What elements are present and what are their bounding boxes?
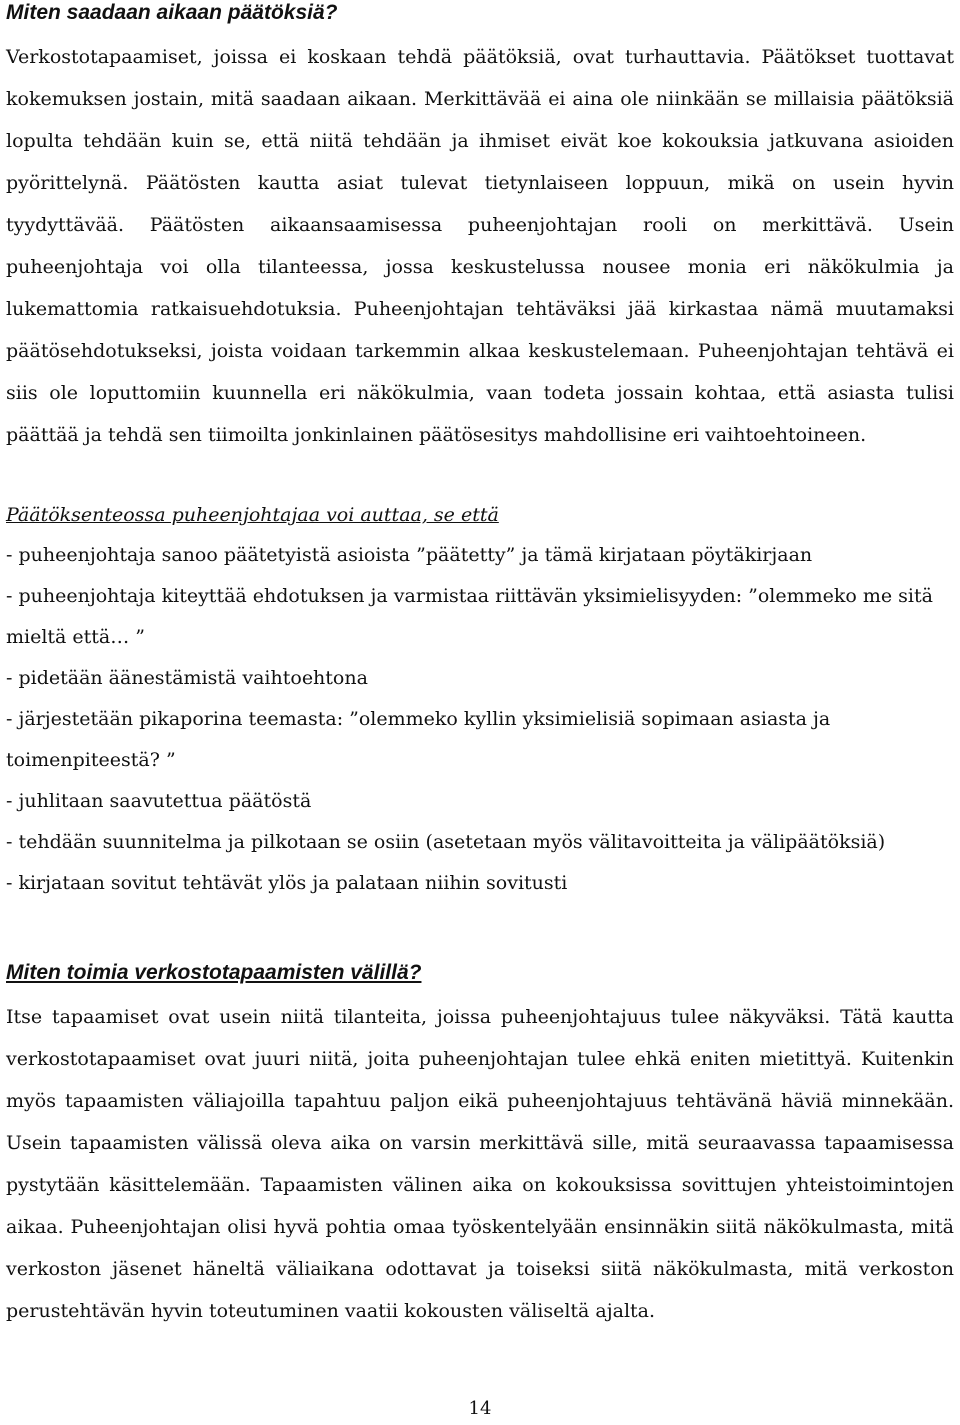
list-item: - puheenjohtaja kiteyttää ehdotuksen ja varmistaa riittävän yksimielisyyden: ”olemmeko me sitä mieltä että… ” xyxy=(6,585,933,648)
section-heading-decisions: Miten saadaan aikaan päätöksiä? xyxy=(6,1,338,24)
section-heading-text: Miten toimia verkostotapaamisten välillä? xyxy=(6,961,422,984)
list-item: - kirjataan sovitut tehtävät ylös ja palataan niihin sovitusti xyxy=(6,872,568,894)
paragraph-between-meetings: Itse tapaamiset ovat usein niitä tilanteita, joissa puheenjohtajuus tulee näkyväksi. Tätä kautta verkostotapaamiset ovat juuri niitä, joita puheenjohtajan tulee ehkä eniten mietittyä. Kuitenkin myös tapaamisten väliajoilla tapahtuu paljon eikä puheenjohtajuus tehtävänä häviä minnekään. Usein tapaamisten välissä oleva aika on varsin merkittävä sille, mitä seuraavassa tapaamisessa pystytään käsittelemään. Tapaamisten välinen aika on kokouksissa sovittujen yhteistoimintojen aikaa. Puheenjohtajan olisi hyvä pohtia omaa työskentelyään ensinnäkin siitä näkökulmasta, mitä verkoston jäsenet häneltä väliaikana odottavat ja toiseksi siitä näkökulmasta, mitä verkoston perustehtävän hyvin toteutuminen vaatii kokousten väliseltä ajalta. xyxy=(6,1006,954,1322)
list-item: - tehdään suunnitelma ja pilkotaan se osiin (asetetaan myös välitavoitteita ja välipäätöksiä) xyxy=(6,831,886,853)
list-item: - järjestetään pikaporina teemasta: ”olemmeko kyllin yksimielisiä sopimaan asiasta ja toimenpiteestä? ” xyxy=(6,708,831,771)
section-heading-between-meetings xyxy=(6,960,421,986)
list-item: - puheenjohtaja sanoo päätetyistä asioista ”päätetty” ja tämä kirjataan pöytäkirjaan xyxy=(6,544,813,566)
list-item: - pidetään äänestämistä vaihtoehtona xyxy=(6,667,368,689)
list-item: - juhlitaan saavutettua päätöstä xyxy=(6,790,312,812)
decision-tips-list xyxy=(6,535,954,904)
page-number: 14 xyxy=(468,1398,492,1419)
paragraph-decisions: Verkostotapaamiset, joissa ei koskaan tehdä päätöksiä, ovat turhauttavia. Päätökset tuottavat kokemuksen jostain, mitä saadaan aikaan. Merkittävää ei aina ole niinkään se millaisia päätöksiä lopulta tehdään kuin se, että niitä tehdään ja ihmiset eivät koe kokouksia jatkuvana asioiden pyörittelynä. Päätösten kautta asiat tulevat tietynlaiseen loppuun, mikä on usein hyvin tyydyttävää. Päätösten aikaansaamisessa puheenjohtajan rooli on merkittävä. Usein puheenjohtaja voi olla tilanteessa, jossa keskustelussa nousee monia eri näkökulmia ja lukemattomia ratkaisuehdotuksia. Puheenjohtajan tehtäväksi jää kirkastaa nämä muutamaksi päätösehdotukseksi, joista voidaan tarkemmin alkaa keskustelemaan. Puheenjohtajan tehtävä ei siis ole loputtomiin kuunnella eri näkökulmia, vaan todeta jossain kohtaa, että asiasta tulisi päättää ja tehdä sen tiimoilta jonkinlainen päätösesitys mahdollisine eri vaihtoehtoineen. xyxy=(6,46,954,446)
list-title: Päätöksenteossa puheenjohtajaa voi auttaa, se että xyxy=(6,504,499,526)
